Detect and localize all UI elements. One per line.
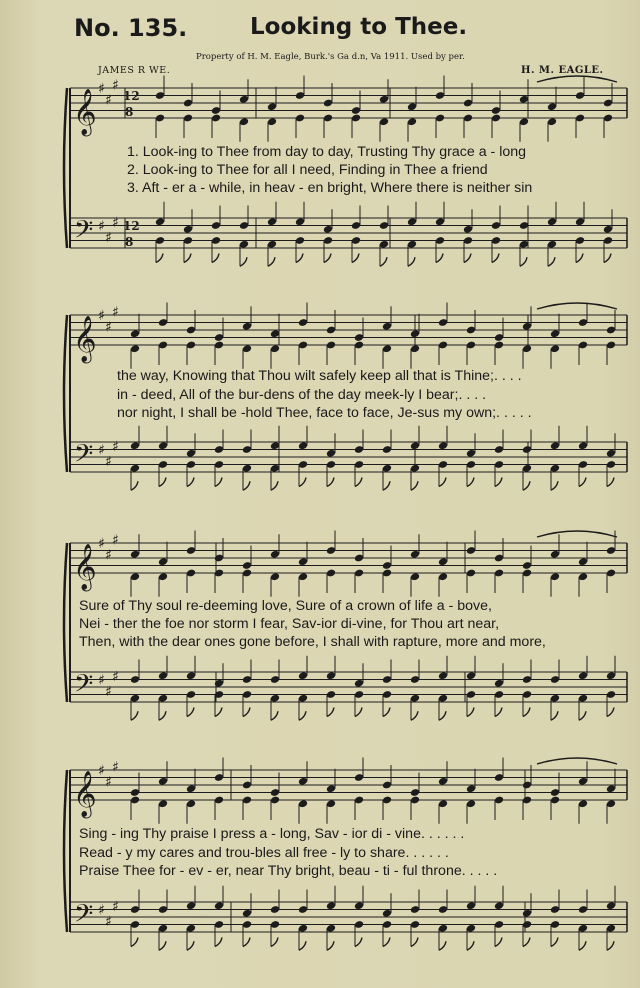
- note-flag: [380, 257, 387, 266]
- system-4-verse-1: Sing - ing Thy praise I press a - long, Sav - ior di - vine. . . . . .: [79, 826, 465, 842]
- system-brace: [64, 88, 67, 248]
- bass-clef-icon: 𝄢: [74, 215, 94, 251]
- sharp-icon: ♯: [98, 81, 105, 97]
- sharp-icon: ♯: [112, 898, 119, 915]
- sharp-icon: ♯: [105, 319, 112, 336]
- treble-clef-icon: 𝄞: [73, 771, 97, 817]
- note-flag: [159, 478, 166, 487]
- note-flag: [131, 938, 138, 947]
- note-flag: [520, 257, 527, 266]
- note-flag: [495, 938, 502, 947]
- note-flag: [187, 478, 194, 487]
- sharp-icon: ♯: [98, 672, 105, 689]
- note-flag: [523, 708, 530, 717]
- treble-clef-icon: 𝄞: [73, 544, 97, 590]
- bass-clef-icon: 𝄢: [74, 899, 94, 935]
- note-flag: [243, 708, 250, 717]
- system-2-verse-1: the way, Knowing that Thou wilt safely keep all that is Thine;. . . .: [117, 368, 522, 384]
- sharp-icon: ♯: [98, 536, 105, 552]
- note-flag: [439, 478, 446, 487]
- system-3-verse-2: Nei - ther the foe nor storm I fear, Sav-ior di-vine, for Thou art near,: [79, 616, 500, 632]
- note-flag: [411, 711, 418, 720]
- note-flag: [467, 478, 474, 487]
- note-flag: [243, 938, 250, 947]
- sharp-icon: ♯: [112, 668, 119, 685]
- note-flag: [495, 708, 502, 717]
- note-flag: [212, 254, 219, 263]
- sharp-icon: ♯: [112, 304, 119, 321]
- system-1-verse-2: 2. Look-ing to Thee for all I need, Finding in Thee a friend: [127, 162, 488, 178]
- note-flag: [408, 257, 415, 266]
- time-signature-bottom: 8: [125, 235, 134, 249]
- treble-clef-icon: 𝄞: [73, 89, 97, 135]
- note-flag: [551, 711, 558, 720]
- system-3-verse-1: Sure of Thy soul re-deeming love, Sure of a crown of life a - bove,: [79, 598, 492, 614]
- note-flag: [548, 257, 555, 266]
- note-flag: [296, 254, 303, 263]
- note-flag: [439, 711, 446, 720]
- time-signature-top: 12: [123, 219, 140, 233]
- note-flag: [464, 254, 471, 263]
- note-flag: [327, 708, 334, 717]
- sharp-icon: ♯: [98, 902, 105, 919]
- system-4-verse-2: Read - y my cares and trou-bles all free - ly to share. . . . . .: [79, 845, 449, 861]
- note-flag: [352, 254, 359, 263]
- system-brace: [64, 543, 67, 702]
- system-brace: [64, 315, 67, 472]
- note-flag: [492, 254, 499, 263]
- note-flag: [215, 938, 222, 947]
- note-flag: [156, 254, 163, 263]
- note-flag: [383, 481, 390, 490]
- note-flag: [607, 708, 614, 717]
- note-flag: [131, 481, 138, 490]
- system-4-verse-3: Praise Thee for - ev - er, near Thy bright, beau - ti - ful throne. . . . .: [79, 863, 498, 879]
- note-flag: [268, 257, 275, 266]
- system-2-verse-3: nor night, I shall be -hold Thee, face to face, Je-sus my own;. . . . .: [117, 405, 532, 421]
- note-flag: [299, 941, 306, 950]
- note-flag: [383, 708, 390, 717]
- note-flag: [551, 938, 558, 947]
- system-1-verse-1: 1. Look-ing to Thee from day to day, Trusting Thy grace a - long: [127, 144, 527, 160]
- note-flag: [579, 941, 586, 950]
- system-3-verse-3: Then, with the dear ones gone before, I shall with rapture, more and more,: [79, 634, 546, 650]
- note-flag: [383, 938, 390, 947]
- time-signature-top: 12: [123, 89, 140, 103]
- tie: [537, 531, 617, 537]
- note-flag: [355, 708, 362, 717]
- note-flag: [271, 481, 278, 490]
- tie: [537, 758, 617, 764]
- note-flag: [523, 938, 530, 947]
- sharp-icon: ♯: [112, 759, 119, 776]
- note-flag: [159, 941, 166, 950]
- system-2-verse-2: in - deed, All of the bur-dens of the day meek-ly I bear;. . . .: [117, 387, 487, 403]
- note-flag: [467, 708, 474, 717]
- sharp-icon: ♯: [105, 913, 112, 930]
- note-flag: [131, 711, 138, 720]
- note-flag: [495, 478, 502, 487]
- treble-clef-icon: 𝄞: [73, 316, 97, 362]
- tie: [537, 303, 617, 309]
- note-flag: [327, 478, 334, 487]
- note-flag: [355, 938, 362, 947]
- hymn-title: Looking to Thee.: [250, 14, 468, 40]
- note-flag: [523, 481, 530, 490]
- note-flag: [215, 478, 222, 487]
- note-flag: [215, 708, 222, 717]
- note-flag: [551, 481, 558, 490]
- sharp-icon: ♯: [98, 763, 105, 779]
- sharp-icon: ♯: [105, 683, 112, 700]
- words-author: JAMES R WE.: [98, 65, 171, 76]
- note-flag: [355, 478, 362, 487]
- sharp-icon: ♯: [105, 453, 112, 470]
- bass-clef-icon: 𝄢: [74, 439, 94, 475]
- system-1-verse-3: 3. Aft - er a - while, in heav - en bright, Where there is neither sin: [127, 180, 533, 196]
- note-flag: [439, 941, 446, 950]
- sharp-icon: ♯: [112, 77, 119, 94]
- music-composer: H. M. EAGLE.: [521, 65, 604, 76]
- tie: [537, 76, 617, 82]
- note-flag: [187, 941, 194, 950]
- system-brace: [64, 770, 67, 932]
- note-flag: [299, 711, 306, 720]
- note-flag: [324, 254, 331, 263]
- sharp-icon: ♯: [112, 214, 119, 231]
- note-flag: [576, 254, 583, 263]
- note-flag: [467, 941, 474, 950]
- note-flag: [240, 257, 247, 266]
- sharp-icon: ♯: [105, 547, 112, 564]
- note-flag: [187, 708, 194, 717]
- sharp-icon: ♯: [105, 92, 112, 109]
- sharp-icon: ♯: [105, 229, 112, 246]
- sharp-icon: ♯: [98, 218, 105, 235]
- note-flag: [159, 711, 166, 720]
- note-flag: [579, 711, 586, 720]
- note-flag: [243, 481, 250, 490]
- note-flag: [327, 941, 334, 950]
- note-flag: [604, 254, 611, 263]
- note-flag: [607, 478, 614, 487]
- note-flag: [184, 254, 191, 263]
- time-signature-bottom: 8: [125, 105, 134, 119]
- note-flag: [411, 938, 418, 947]
- note-flag: [436, 254, 443, 263]
- note-flag: [299, 478, 306, 487]
- hymn-number: No. 135.: [74, 14, 188, 42]
- sharp-icon: ♯: [112, 438, 119, 455]
- note-flag: [411, 481, 418, 490]
- copyright-credit: Property of H. M. Eagle, Burk.'s Ga d.n, Va 1911. Used by per.: [196, 52, 465, 62]
- note-flag: [579, 478, 586, 487]
- sharp-icon: ♯: [105, 774, 112, 791]
- bass-clef-icon: 𝄢: [74, 669, 94, 705]
- sharp-icon: ♯: [98, 442, 105, 459]
- note-flag: [271, 938, 278, 947]
- note-flag: [607, 941, 614, 950]
- sharp-icon: ♯: [98, 308, 105, 324]
- sharp-icon: ♯: [112, 532, 119, 549]
- note-flag: [271, 711, 278, 720]
